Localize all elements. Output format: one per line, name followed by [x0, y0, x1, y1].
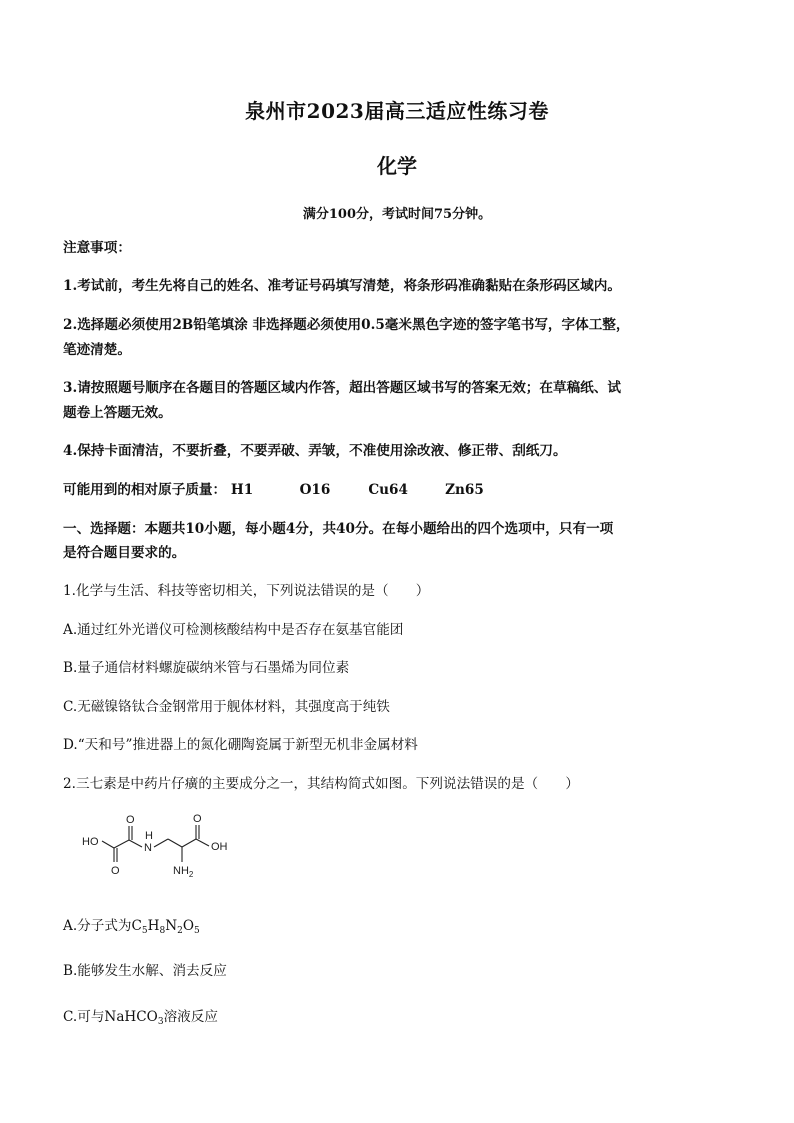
label-nh2: $NH_2$ [173, 865, 194, 879]
question-2-option-a: A.分子式为$C_5H_8N_2O_5$ [63, 918, 200, 936]
note-item-1: 1.考试前，考生先将自己的姓名、准考证号码填写清楚，将条形码准确黏贴在条形码区域内。 [63, 278, 621, 294]
label-o-top-left: O [126, 814, 135, 826]
section-heading: 一、选择题：本题共10小题，每小题4分，共40分。在每小题给出的四个选项中，只有一项 [63, 521, 614, 537]
note-item-2-cont: 笔迹清楚。 [63, 342, 131, 358]
notes-heading: 注意事项： [63, 240, 131, 256]
atomic-masses [63, 478, 733, 502]
note-item-3-cont: 题卷上答题无效。 [63, 405, 172, 421]
question-1-option-b: B.量子通信材料螺旋碳纳米管与石墨烯为同位素 [63, 660, 350, 676]
question-1-option-d: D.“天和号”推进器上的氮化硼陶瓷属于新型无机非金属材料 [63, 737, 418, 753]
label-n: N [144, 842, 152, 854]
atomic-masses-label: 可能用到的相对原子质量： [63, 482, 227, 498]
note-item-2: 2.选择题必须使用2B铅笔填涂 非选择题必须使用0.5毫米黑色字迹的签字笔书写，字体工整， [63, 317, 630, 333]
atomic-mass-o: O16 [299, 482, 331, 498]
question-2-stem: 2.三七素是中药片仔癀的主要成分之一，其结构简式如图。下列说法错误的是（ ） [63, 776, 579, 792]
question-1-option-c: C.无磁镍铬钛合金钢常用于舰体材料，其强度高于纯铁 [63, 699, 390, 715]
structure-diagram [72, 810, 232, 884]
question-2-option-c: C.可与NaHCO$_3$溶液反应 [63, 1009, 218, 1027]
exam-title: 泉州市2023届高三适应性练习卷 [245, 99, 549, 123]
label-nh-h: H [145, 830, 153, 842]
label-oh: OH [211, 841, 228, 853]
atomic-mass-h: H1 [230, 482, 254, 498]
atomic-mass-cu: Cu64 [368, 482, 408, 498]
section-heading-cont: 是符合题目要求的。 [63, 545, 186, 561]
question-1-stem: 1.化学与生活、科技等密切相关，下列说法错误的是（ ） [63, 583, 430, 599]
note-item-3: 3.请按照题号顺序在各题目的答题区域内作答，超出答题区域书写的答案无效；在草稿纸、试 [63, 380, 621, 396]
label-o-bottom: O [111, 865, 120, 877]
score-info: 满分100分，考试时间75分钟。 [302, 207, 492, 222]
question-1-option-a: A.通过红外光谱仪可检测核酸结构中是否存在氨基官能团 [63, 622, 404, 638]
subject-title: 化学 [377, 154, 417, 178]
question-2-option-b: B.能够发生水解、消去反应 [63, 963, 227, 979]
note-item-4: 4.保持卡面清洁，不要折叠，不要弄破、弄皱，不准使用涂改液、修正带、刮纸刀。 [63, 443, 567, 459]
label-o-top-right: O [193, 813, 202, 825]
label-ho: HO [82, 836, 99, 848]
atomic-mass-zn: Zn65 [445, 482, 484, 498]
